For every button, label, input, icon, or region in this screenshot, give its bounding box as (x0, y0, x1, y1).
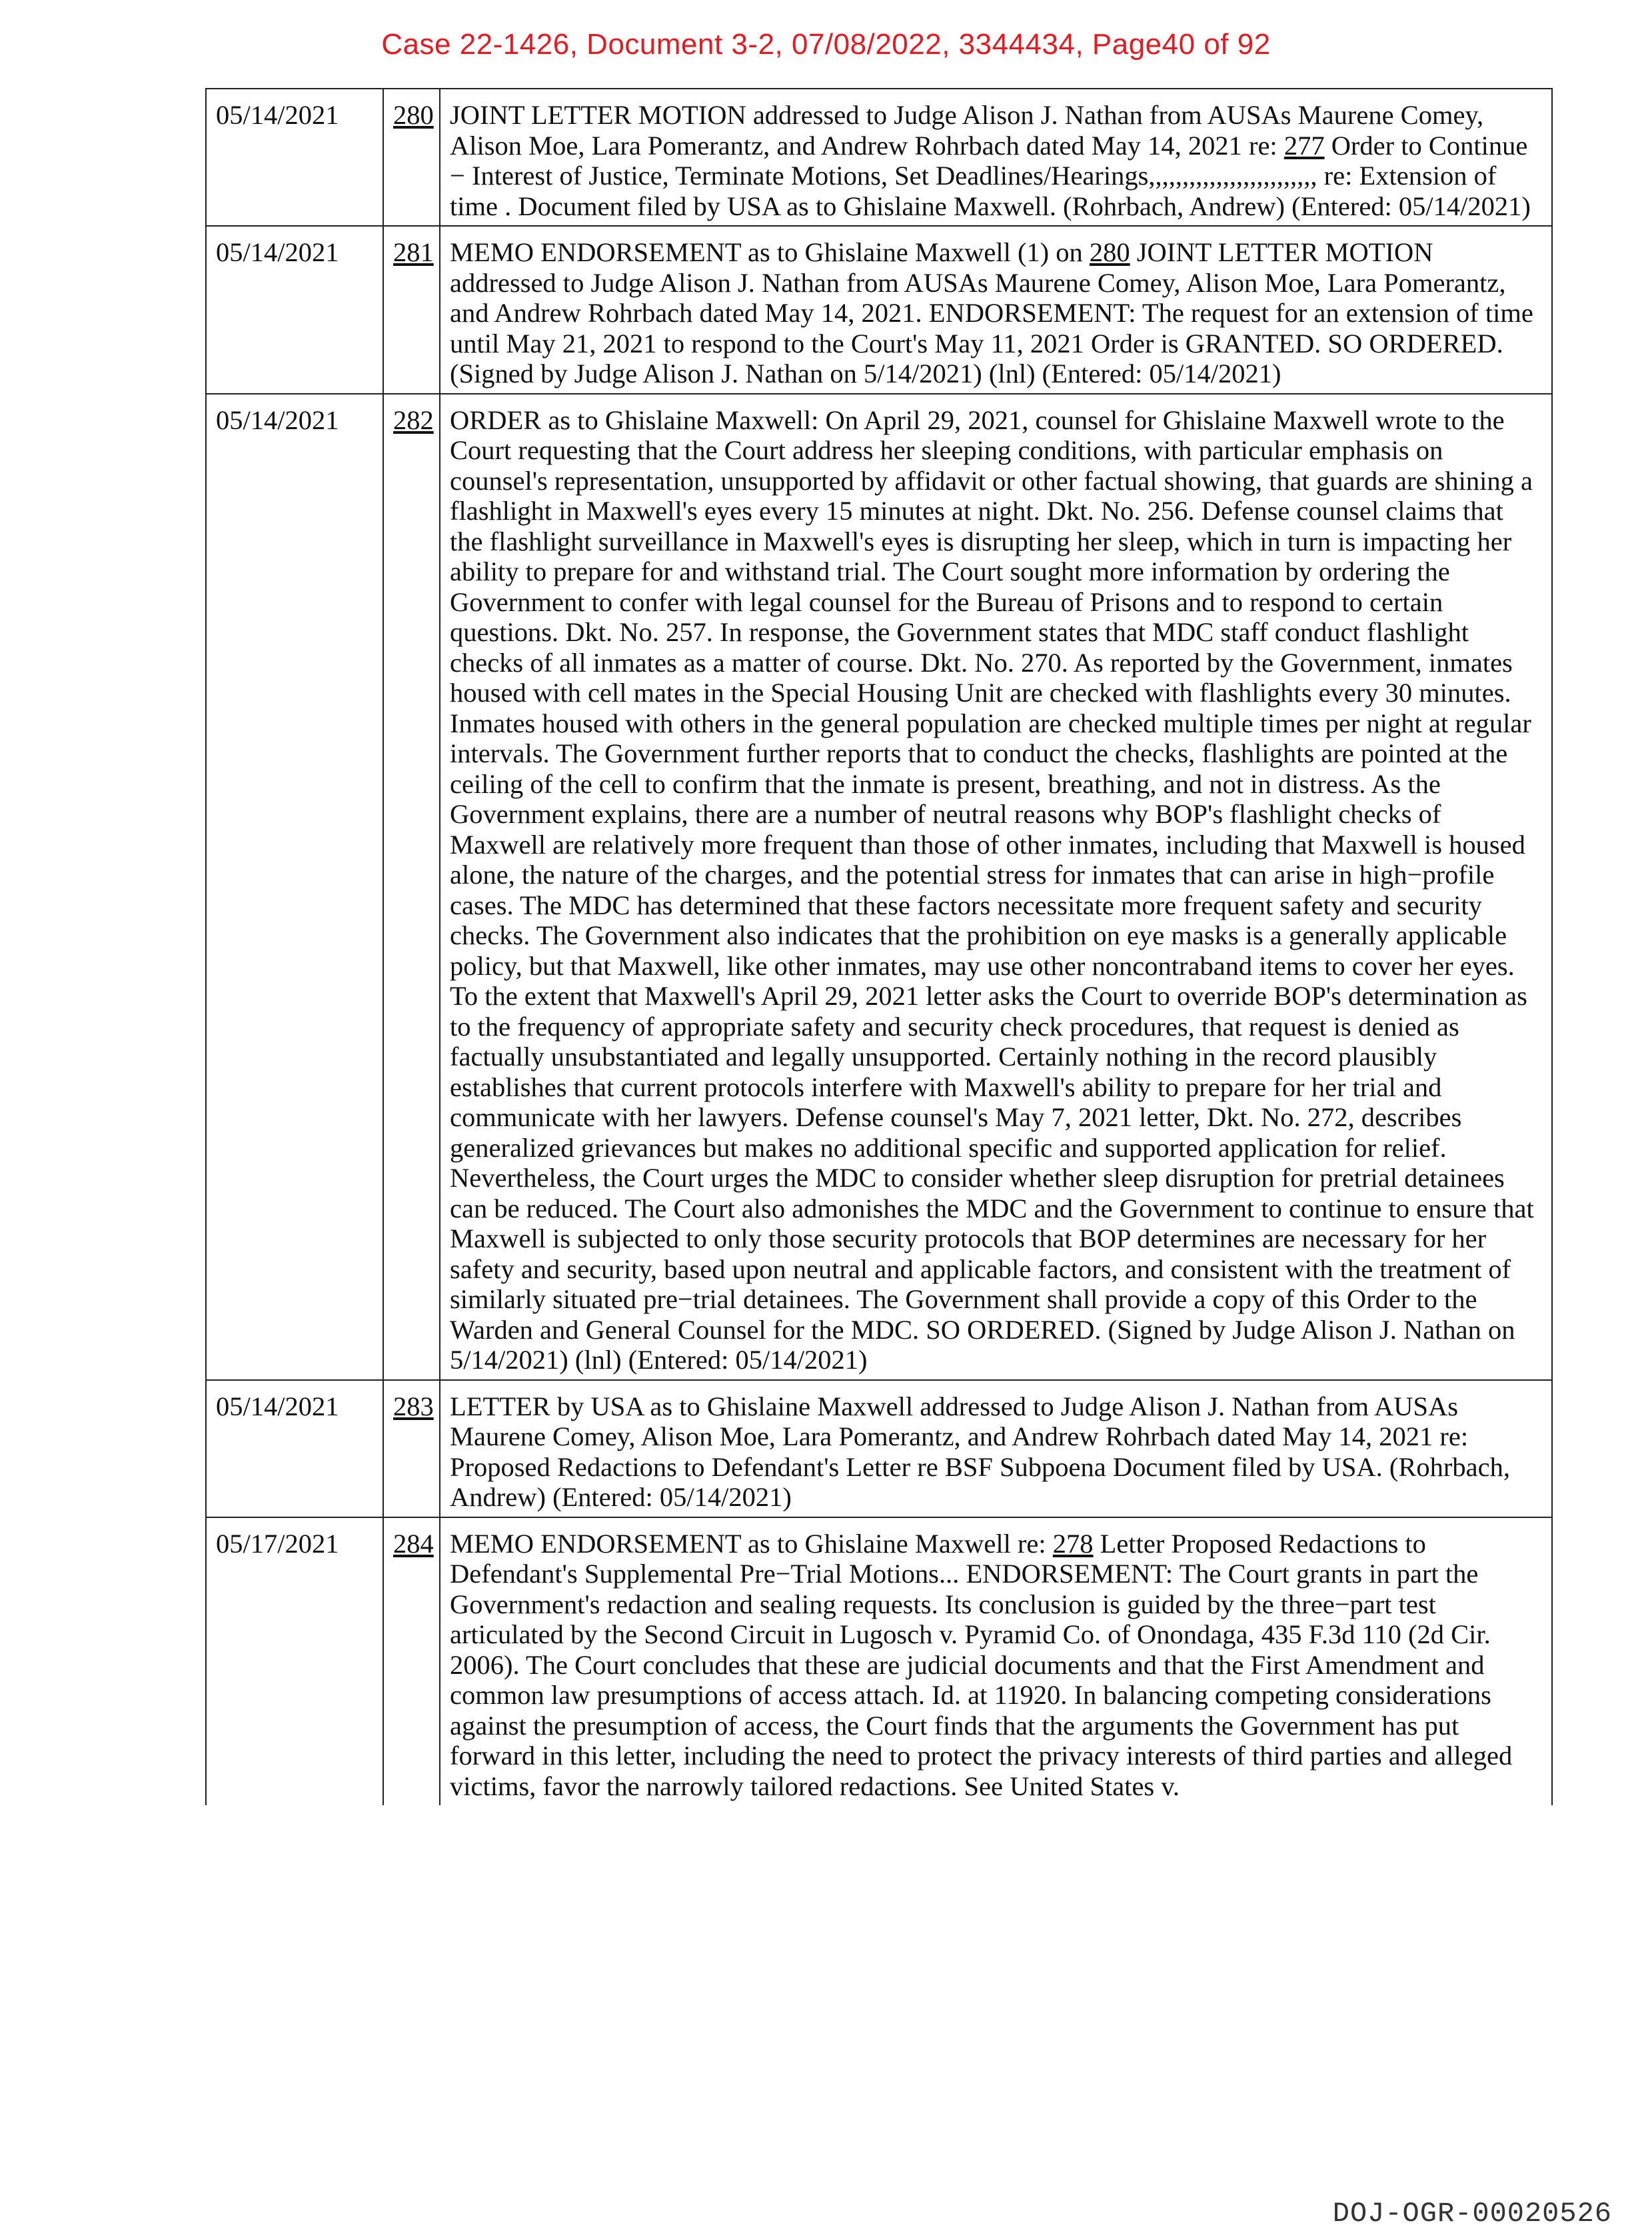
docket-entry-281 (206, 226, 1552, 394)
docket-table (205, 88, 1553, 1805)
entry-text: LETTER by USA as to Ghislaine Maxwell addressed to Judge Alison J. Nathan from AUSAs Maurene Comey, Alison Moe, Lara Pomerantz, and Andrew Rohrbach dated May 14, 2021 re: Proposed Redactions to Defendant's Letter re BSF Subpoena Document filed by USA. (Rohrbach, Andrew) (Entered: 05/14/2021) (440, 1380, 1552, 1517)
entry-date: 05/14/2021 (206, 394, 383, 1380)
docket-ref-link[interactable]: 280 (1089, 237, 1130, 267)
docket-ref-link[interactable]: 278 (1052, 1528, 1094, 1559)
docket-entry-280 (206, 89, 1552, 226)
entry-date: 05/17/2021 (206, 1517, 383, 1806)
bates-number: DOJ-OGR-00020526 (1332, 2198, 1612, 2230)
docket-entry-284 (206, 1517, 1552, 1806)
entry-number-link[interactable]: 281 (393, 237, 434, 267)
entry-date: 05/14/2021 (206, 226, 383, 394)
entry-number-link[interactable]: 284 (393, 1528, 434, 1559)
entry-text: JOINT LETTER MOTION addressed to Judge Alison J. Nathan from AUSAs Maurene Comey, Alison Moe, Lara Pomerantz, and Andrew Rohrbach dated May 14, 2021 re: 277 Order to Continue − Interest of Justice, Terminate Motions, Set Deadlines/Hearings,,,,,,,,,,,,,,,,,,,,,,,,, re: Extension of time . Document filed by USA as to Ghislaine Maxwell. (Rohrbach, Andrew) (Entered: 05/14/2021) (440, 89, 1552, 226)
entry-text: MEMO ENDORSEMENT as to Ghislaine Maxwell re: 278 Letter Proposed Redactions to Defendant's Supplemental Pre−Trial Motions... ENDORSEMENT: The Court grants in part the Government's redaction and sealing requests. Its conclusion is guided by the three−part test articulated by the Second Circuit in Lugosch v. Pyramid Co. of Onondaga, 435 F.3d 110 (2d Cir. 2006). The Court concludes that these are judicial documents and that the First Amendment and common law presumptions of access attach. Id. at 11920. In balancing competing considerations against the presumption of access, the Court finds that the arguments the Government has put forward in this letter, including the need to protect the privacy interests of third parties and alleged victims, favor the narrowly tailored redactions. See United States v. (440, 1517, 1552, 1806)
entry-date: 05/14/2021 (206, 89, 383, 226)
docket-entry-283 (206, 1380, 1552, 1517)
entry-number-link[interactable]: 282 (393, 404, 434, 435)
entry-number-link[interactable]: 280 (393, 100, 434, 130)
case-header: Case 22-1426, Document 3-2, 07/08/2022, 3344434, Page40 of 92 (381, 28, 1271, 61)
docket-ref-link[interactable]: 277 (1283, 130, 1325, 161)
entry-text: ORDER as to Ghislaine Maxwell: On April 29, 2021, counsel for Ghislaine Maxwell wrote to the Court requesting that the Court address her sleeping conditions, with particular emphasis on counsel's representation, unsupported by affidavit or other factual showing, that guards are shining a flashlight in Maxwell's eyes every 15 minutes at night. Dkt. No. 256. Defense counsel claims that the flashlight surveillance in Maxwell's eyes is disrupting her sleep, which in turn is impacting her ability to prepare for and withstand trial. The Court sought more information by ordering the Government to confer with legal counsel for the Bureau of Prisons and to respond to certain questions. Dkt. No. 257. In response, the Government states that MDC staff conduct flashlight checks of all inmates as a matter of course. Dkt. No. 270. As reported by the Government, inmates housed with cell mates in the Special Housing Unit are checked with flashlights every 30 minutes. Inmates housed with others in the general population are checked multiple times per night at regular intervals. The Government further reports that to conduct the checks, flashlights are pointed at the ceiling of the cell to confirm that the inmate is present, breathing, and not in distress. As the Government explains, there are a number of neutral reasons why BOP's flashlight checks of Maxwell are relatively more frequent than those of other inmates, including that Maxwell is housed alone, the nature of the charges, and the potential stress for inmates that can arise in high−profile cases. The MDC has determined that these factors necessitate more frequent safety and security checks. The Government also indicates that the prohibition on eye masks is a generally applicable policy, but that Maxwell, like other inmates, may use other noncontraband items to cover her eyes. To the extent that Maxwell's April 29, 2021 letter asks the Court to override BOP's determination as to the frequency of appropriate safety and security check procedures, that request is denied as factually unsubstantiated and legally unsupported. Certainly nothing in the record plausibly establishes that current protocols interfere with Maxwell's ability to prepare for her trial and communicate with her lawyers. Defense counsel's May 7, 2021 letter, Dkt. No. 272, describes generalized grievances but makes no additional specific and supported application for relief. Nevertheless, the Court urges the MDC to consider whether sleep disruption for pretrial detainees can be reduced. The Court also admonishes the MDC and the Government to continue to ensure that Maxwell is subjected to only those security protocols that BOP determines are necessary for her safety and security, based upon neutral and applicable factors, and consistent with the treatment of similarly situated pre−trial detainees. The Government shall provide a copy of this Order to the Warden and General Counsel for the MDC. SO ORDERED. (Signed by Judge Alison J. Nathan on 5/14/2021) (lnl) (Entered: 05/14/2021) (440, 394, 1552, 1380)
entry-number-link[interactable]: 283 (393, 1391, 434, 1421)
docket-entry-282 (206, 394, 1552, 1380)
entry-date: 05/14/2021 (206, 1380, 383, 1517)
entry-text: MEMO ENDORSEMENT as to Ghislaine Maxwell (1) on 280 JOINT LETTER MOTION addressed to Judge Alison J. Nathan from AUSAs Maurene Comey, Alison Moe, Lara Pomerantz, and Andrew Rohrbach dated May 14, 2021. ENDORSEMENT: The request for an extension of time until May 21, 2021 to respond to the Court's May 11, 2021 Order is GRANTED. SO ORDERED. (Signed by Judge Alison J. Nathan on 5/14/2021) (lnl) (Entered: 05/14/2021) (440, 226, 1552, 394)
